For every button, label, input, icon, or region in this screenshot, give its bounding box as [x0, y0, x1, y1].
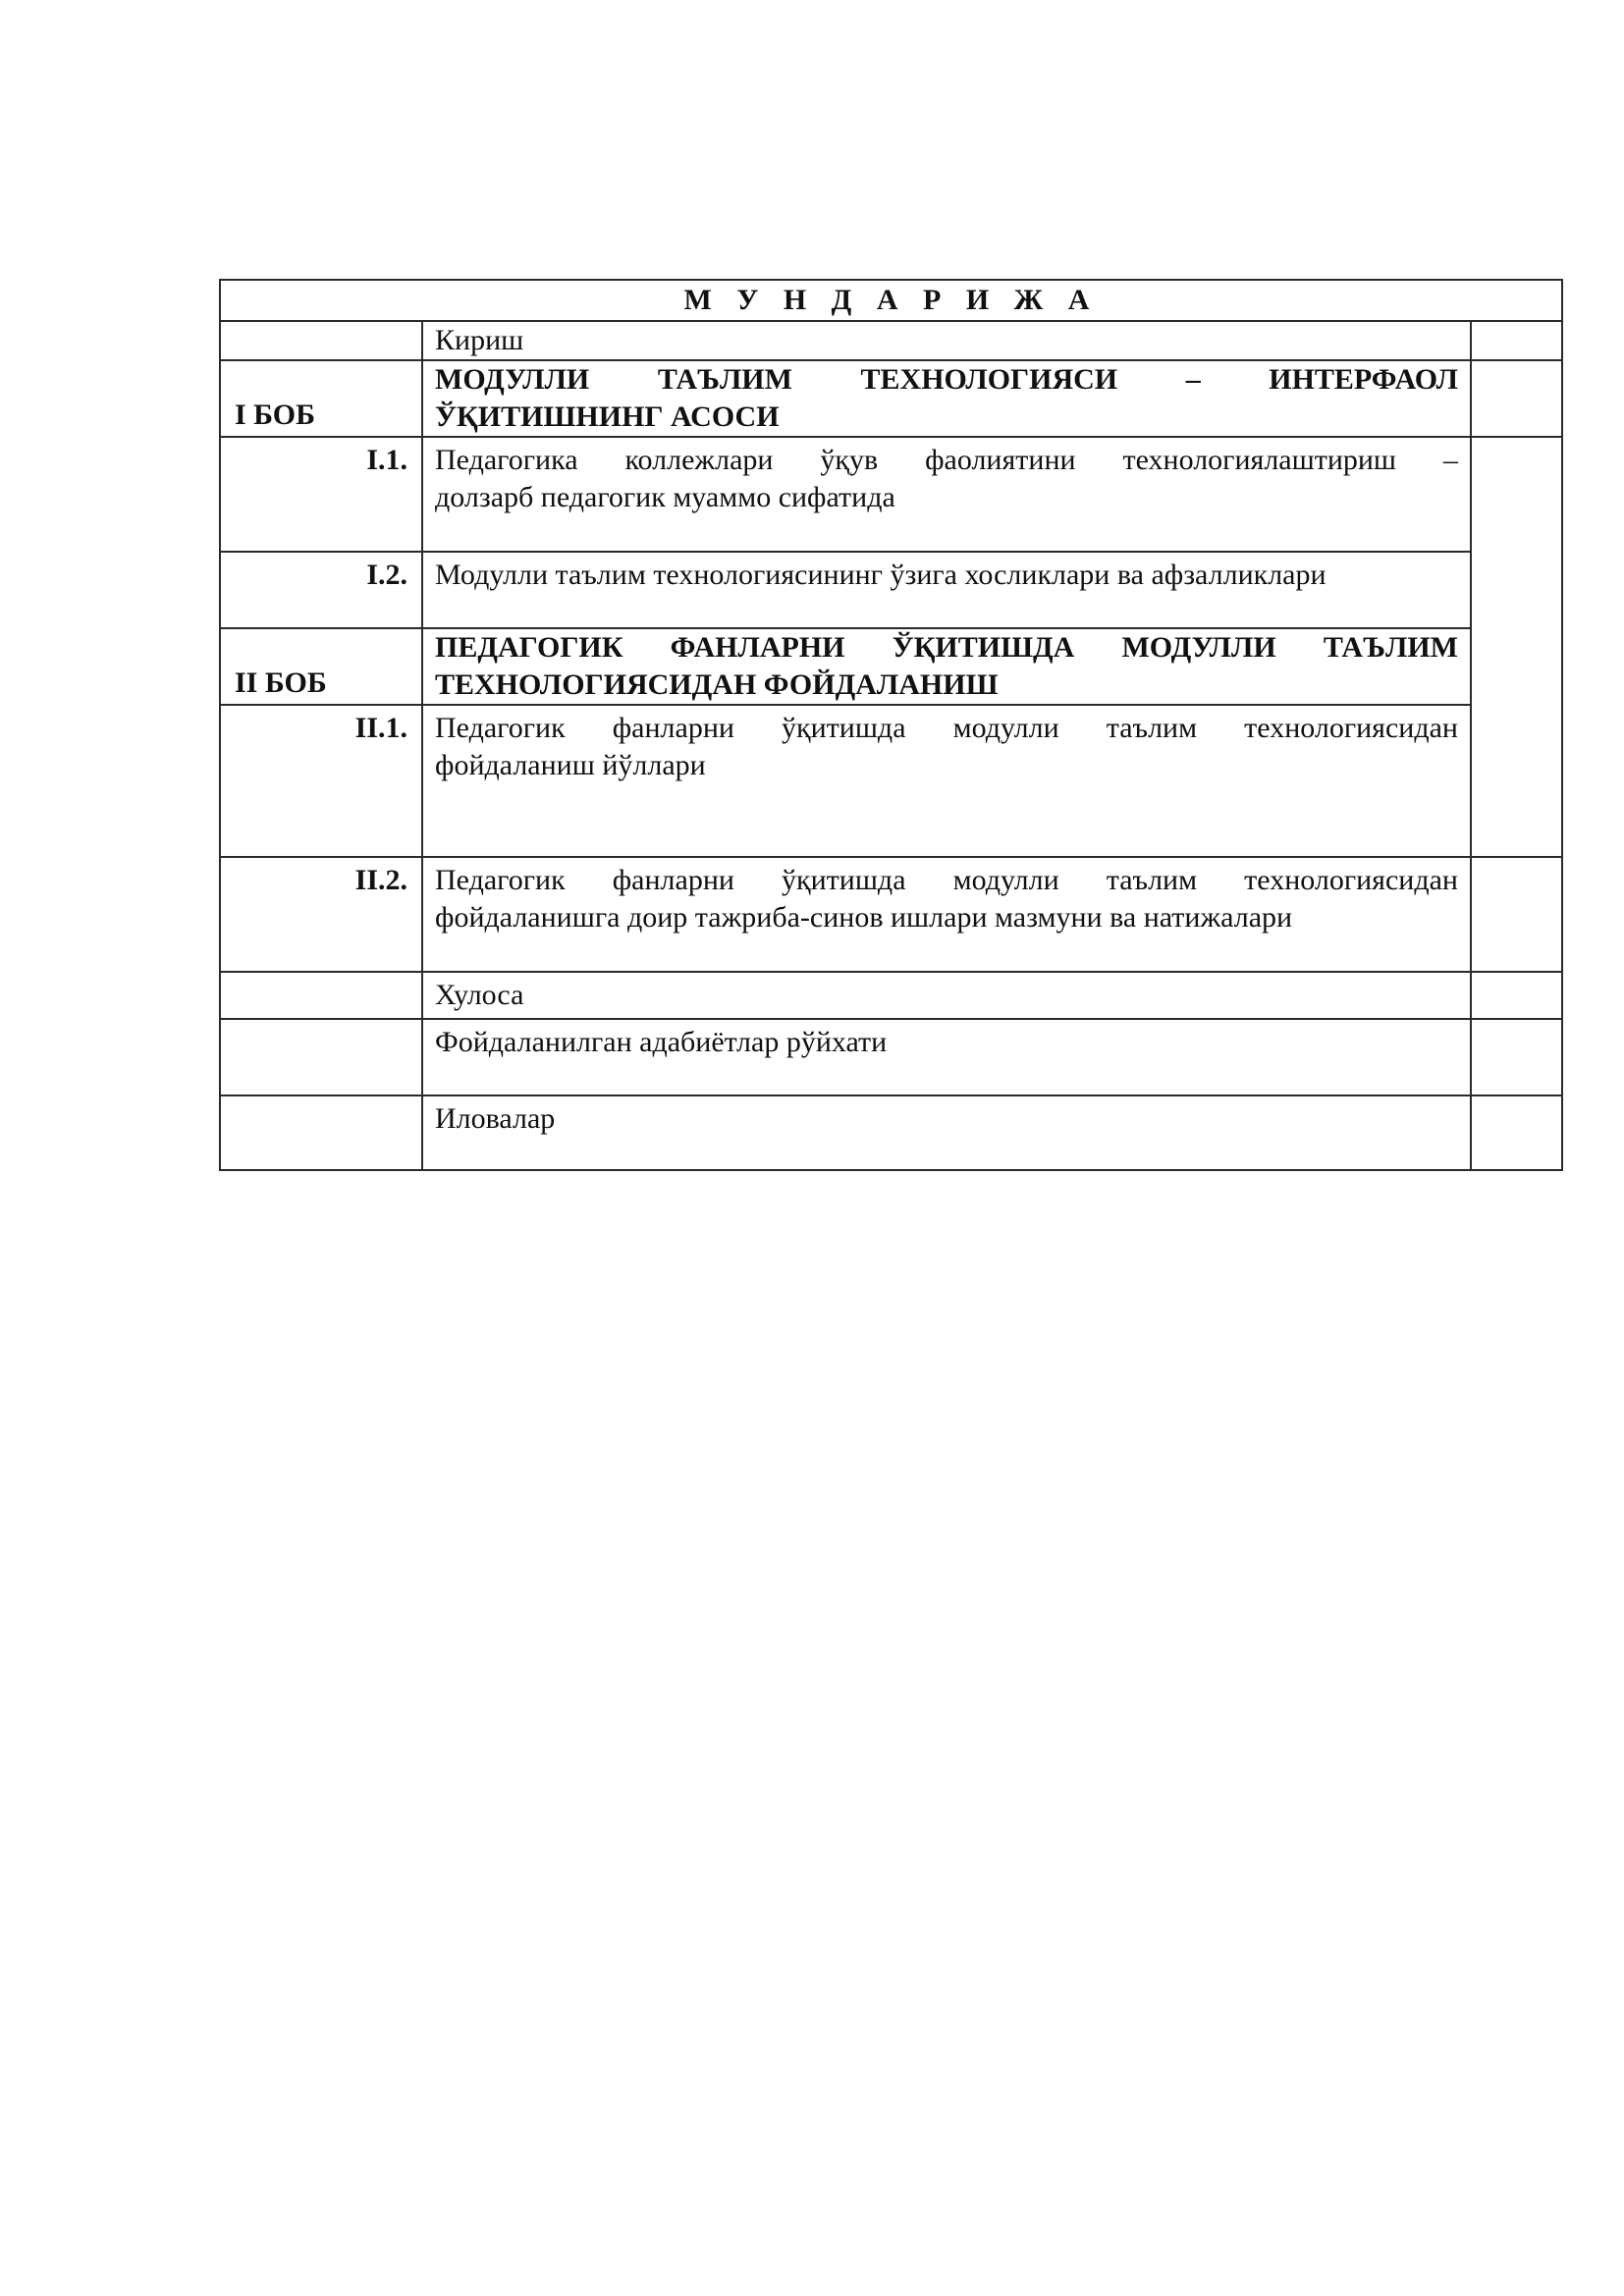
toc-header: М У Н Д А Р И Ж А: [220, 280, 1562, 321]
toc-row-title: [422, 360, 1471, 437]
toc-title-line: Педагогик фанларни ўқитишда модулли таълим технологиясидан: [435, 864, 1458, 896]
toc-row-title: [422, 705, 1471, 857]
toc-row-page: [1471, 705, 1562, 857]
toc-title-line: ТЕХНОЛОГИЯСИДАН ФОЙДАЛАНИШ: [435, 668, 999, 701]
toc-row-references: [220, 1019, 1562, 1095]
toc-title-line: Модулли таълим технологиясининг ўзига хосликлари ва афзалликлари: [435, 559, 1326, 591]
toc-row-page: [1471, 857, 1562, 972]
toc-row-number: [220, 321, 422, 360]
toc-row-page: [1471, 552, 1562, 628]
toc-row-title: [422, 628, 1471, 705]
table-of-contents: [219, 279, 1563, 1171]
toc-row-number: [220, 972, 422, 1019]
toc-title-line: долзарб педагогик муаммо сифатида: [435, 481, 895, 513]
toc-title-line: Иловалар: [435, 1102, 556, 1135]
toc-row-section-1-2: [220, 552, 1562, 628]
toc-row-title: [422, 1095, 1471, 1170]
toc-row-chapter-2: [220, 628, 1562, 705]
toc-row-section-1-1: [220, 437, 1562, 552]
toc-row-number: I.1.: [220, 437, 422, 552]
toc-title-line: ЎҚИТИШНИНГ АСОСИ: [435, 400, 780, 433]
toc-row-number: II БОБ: [220, 628, 422, 705]
toc-row-title: [422, 552, 1471, 628]
toc-title-line: фойдаланишга доир тажриба-синов ишлари мазмуни ва натижалари: [435, 901, 1293, 934]
toc-title-line: фойдаланиш йўллари: [435, 749, 706, 781]
toc-row-title: [422, 972, 1471, 1019]
toc-title-line: МОДУЛЛИ ТАЪЛИМ ТЕХНОЛОГИЯСИ – ИНТЕРФАОЛ: [435, 363, 1458, 396]
toc-row-page: [1471, 437, 1562, 552]
toc-title-line: Хулоса: [435, 979, 524, 1011]
toc-row-number: II.2.: [220, 857, 422, 972]
toc-title-line: Педагогик фанларни ўқитишда модулли таълим технологиясидан: [435, 712, 1458, 744]
toc-row-page: [1471, 321, 1562, 360]
toc-row-page: [1471, 628, 1562, 705]
toc-row-number: I БОБ: [220, 360, 422, 437]
toc-row-page: [1471, 1019, 1562, 1095]
toc-title-line: Фойдаланилган адабиётлар рўйхати: [435, 1026, 888, 1058]
toc-row-number: I.2.: [220, 552, 422, 628]
toc-row-page: [1471, 360, 1562, 437]
toc-row-chapter-1: [220, 360, 1562, 437]
toc-row-conclusion: [220, 972, 1562, 1019]
toc-row-page: [1471, 1095, 1562, 1170]
toc-row-appendix: [220, 1095, 1562, 1170]
toc-row-title: [422, 1019, 1471, 1095]
toc-row-number: II.1.: [220, 705, 422, 857]
toc-row-page: [1471, 972, 1562, 1019]
toc-title-line: ПЕДАГОГИК ФАНЛАРНИ ЎҚИТИШДА МОДУЛЛИ ТАЪЛИМ: [435, 631, 1458, 664]
toc-title-line: Педагогика коллежлари ўқув фаолиятини технологиялаштириш –: [435, 444, 1458, 476]
toc-row-intro: [220, 321, 1562, 360]
toc-row-number: [220, 1095, 422, 1170]
toc-row-number: [220, 1019, 422, 1095]
toc-row-title: [422, 857, 1471, 972]
toc-row-section-2-2: [220, 857, 1562, 972]
toc-row-title: [422, 437, 1471, 552]
toc-row-title: Кириш: [422, 321, 1471, 360]
toc-row-section-2-1: [220, 705, 1562, 857]
